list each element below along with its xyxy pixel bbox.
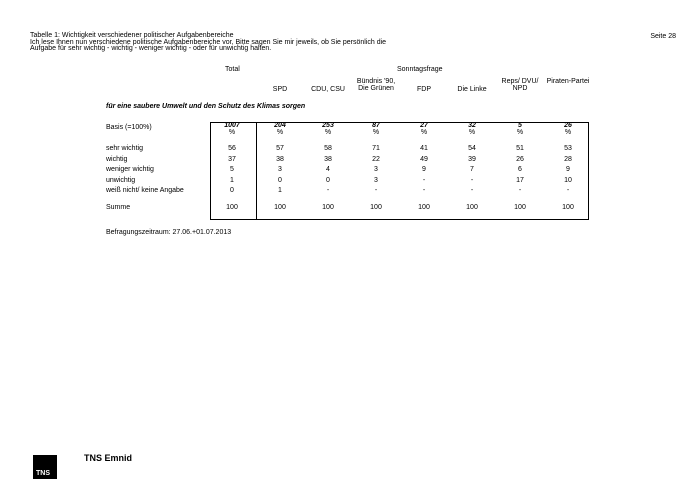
total-column-label: Total xyxy=(225,66,240,73)
column-header: Reps/ DVU/ NPD xyxy=(501,78,539,92)
table-cell: - xyxy=(470,187,474,194)
row-label: unwichtig xyxy=(106,177,136,184)
sum-cell: 100 xyxy=(370,204,382,211)
base-row-label: Basis (=100%) xyxy=(106,124,152,131)
table-cell: 10 xyxy=(564,177,572,184)
base-unit: % xyxy=(564,128,572,136)
base-count: 87 xyxy=(372,122,380,129)
column-header: FDP xyxy=(417,86,431,93)
table-cell: - xyxy=(422,177,426,184)
table-cell: 1 xyxy=(278,187,282,194)
table-cell: 41 xyxy=(420,145,428,152)
base-cell xyxy=(308,123,348,136)
table-cell: - xyxy=(326,187,330,194)
table-cell: 0 xyxy=(326,177,330,184)
question-text-line-1: Ich lese Ihnen nun verschiedene politische Aufgabenbereiche vor. Bitte sagen Sie mir jeweils, ob Sie persönlich die xyxy=(30,38,387,46)
column-header: Piraten-Partei xyxy=(546,78,590,85)
sum-cell: 100 xyxy=(562,204,574,211)
base-count: 5 xyxy=(518,122,522,129)
table-cell: 56 xyxy=(228,145,236,152)
table-cell: - xyxy=(518,187,522,194)
total-column-divider xyxy=(256,122,257,220)
brand-name: TNS Emnid xyxy=(84,453,133,463)
survey-period: Befragungszeitraum: 27.06.+01.07.2013 xyxy=(106,229,232,236)
sum-row-label: Summe xyxy=(106,204,131,211)
sum-cell: 100 xyxy=(466,204,478,211)
table-cell: 38 xyxy=(324,156,332,163)
tns-logo xyxy=(33,455,57,479)
base-count: 1007 xyxy=(224,122,240,129)
tns-logo-text: TNS xyxy=(36,470,50,477)
table-cell: - xyxy=(374,187,378,194)
column-header: Die Linke xyxy=(457,86,487,93)
base-unit: % xyxy=(228,128,236,136)
table-cell: 3 xyxy=(374,177,378,184)
table-cell: 58 xyxy=(324,145,332,152)
table-title: Tabelle 1: Wichtigkeit verschiedener politischer Aufgabenbereiche xyxy=(30,32,234,39)
sonntagsfrage-group-label: Sonntagsfrage xyxy=(397,66,443,73)
table-cell: 6 xyxy=(518,166,522,173)
table-cell: 3 xyxy=(278,166,282,173)
section-title: für eine saubere Umwelt und den Schutz des Klimas sorgen xyxy=(106,103,306,110)
table-cell: - xyxy=(470,177,474,184)
table-cell: 38 xyxy=(276,156,284,163)
table-cell: - xyxy=(566,187,570,194)
table-cell: 7 xyxy=(470,166,474,173)
table-cell: 71 xyxy=(372,145,380,152)
base-count: 26 xyxy=(564,122,572,129)
base-count: 32 xyxy=(468,122,476,129)
base-unit: % xyxy=(420,128,428,136)
row-label: sehr wichtig xyxy=(106,145,143,152)
sum-cell: 100 xyxy=(418,204,430,211)
base-unit: % xyxy=(372,128,380,136)
base-count: 27 xyxy=(420,122,428,129)
table-cell: 9 xyxy=(566,166,570,173)
table-cell: 49 xyxy=(420,156,428,163)
row-label: wichtig xyxy=(106,156,128,163)
table-cell: 3 xyxy=(374,166,378,173)
table-cell: 54 xyxy=(468,145,476,152)
table-cell: 0 xyxy=(230,187,234,194)
column-header: CDU, CSU xyxy=(311,86,345,93)
page-number: Seite 28 xyxy=(650,33,676,40)
base-cell xyxy=(260,123,300,136)
base-unit: % xyxy=(276,128,284,136)
base-cell xyxy=(500,123,540,136)
sum-cell: 100 xyxy=(322,204,334,211)
column-header: SPD xyxy=(272,86,288,93)
base-cell xyxy=(548,123,588,136)
table-cell: 51 xyxy=(516,145,524,152)
table-cell: - xyxy=(422,187,426,194)
base-cell xyxy=(452,123,492,136)
table-cell: 17 xyxy=(516,177,524,184)
table-cell: 22 xyxy=(372,156,380,163)
column-header: Bündnis '90, Die Grünen xyxy=(356,78,396,92)
table-cell: 28 xyxy=(564,156,572,163)
base-unit: % xyxy=(468,128,476,136)
base-cell xyxy=(356,123,396,136)
base-cell xyxy=(404,123,444,136)
table-cell: 0 xyxy=(278,177,282,184)
sum-cell: 100 xyxy=(274,204,286,211)
table-cell: 4 xyxy=(326,166,330,173)
table-cell: 37 xyxy=(228,156,236,163)
base-cell xyxy=(212,123,252,136)
base-unit: % xyxy=(516,128,524,136)
sum-cell: 100 xyxy=(514,204,526,211)
base-unit: % xyxy=(324,128,332,136)
sum-cell: 100 xyxy=(226,204,238,211)
table-cell: 57 xyxy=(276,145,284,152)
table-cell: 26 xyxy=(516,156,524,163)
question-text-line-2: Aufgabe für sehr wichtig - wichtig - weniger wichtig - oder für unwichtig halten. xyxy=(30,45,272,52)
base-count: 253 xyxy=(322,122,334,129)
table-cell: 1 xyxy=(230,177,234,184)
row-label: weniger wichtig xyxy=(106,166,154,173)
table-cell: 5 xyxy=(230,166,234,173)
base-count: 204 xyxy=(274,122,286,129)
table-header xyxy=(30,33,386,53)
table-cell: 9 xyxy=(422,166,426,173)
table-cell: 53 xyxy=(564,145,572,152)
row-label: weiß nicht/ keine Angabe xyxy=(106,187,184,194)
table-cell: 39 xyxy=(468,156,476,163)
